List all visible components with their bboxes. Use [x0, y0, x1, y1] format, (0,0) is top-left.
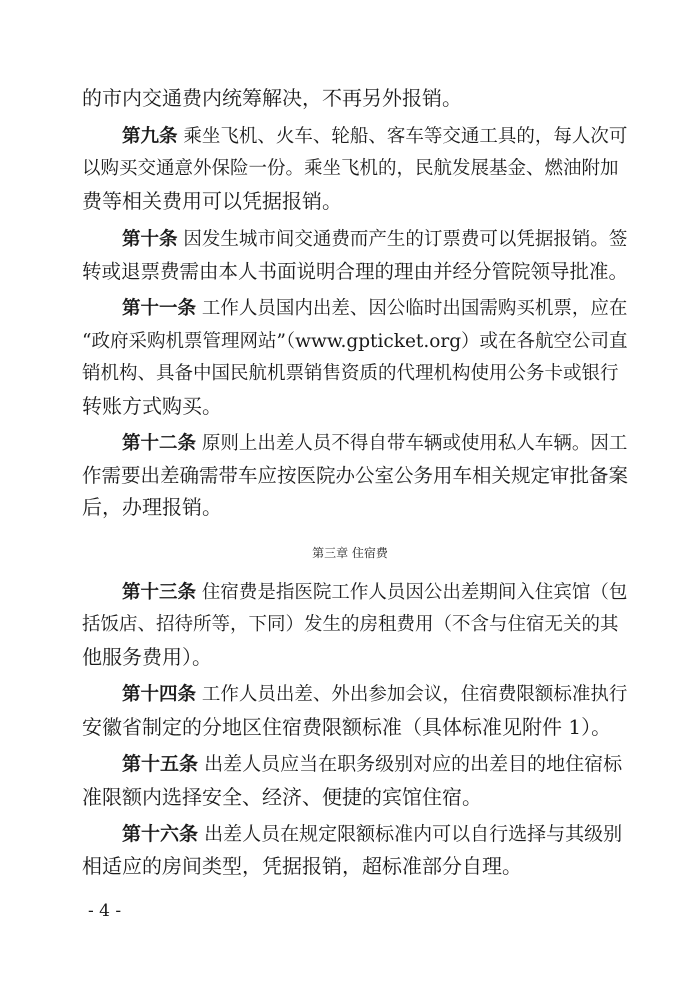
line-text: 因发生城市间交通费而产生的订票费可以凭据报销。签: [183, 229, 628, 250]
article-heading: 第十四条: [122, 684, 197, 705]
line-text: 销机构、具备中国民航机票销售资质的代理机构使用公务卡或银行: [82, 363, 619, 384]
article-9-line: [122, 125, 627, 149]
line-text: 后，办理报销。: [82, 495, 222, 519]
article-heading: 第九条: [122, 126, 178, 147]
article-11-line: [122, 297, 627, 321]
line-text: 相适应的房间类型，凭据报销，超标准部分自理。: [82, 854, 522, 878]
article-14-line: [122, 683, 627, 707]
line-text: 住宿费是指医院工作人员因公出差期间入住宾馆（包: [201, 582, 628, 603]
line-text: 乘坐飞机、火车、轮船、客车等交通工具的，每人次可: [183, 126, 628, 147]
line-text: 转或退票费需由本人书面说明合理的理由并经分管院领导批准。: [82, 260, 629, 283]
body-line: [82, 464, 628, 488]
body-line: [82, 715, 611, 739]
body-line: [82, 785, 482, 809]
article-16-line: [122, 822, 622, 846]
line-text: 他服务费用）。: [82, 645, 212, 669]
chapter-title-text: 第三章 住宿费: [312, 546, 388, 560]
line-text: 安徽省制定的分地区住宿费限额标准（具体标准见附件 1）。: [82, 715, 612, 739]
article-10-line: [122, 228, 627, 252]
line-text: “政府采购机票管理网站”（www.gpticket.org）或在各航空公司直: [82, 331, 628, 352]
body-line: [82, 495, 222, 519]
article-13-line: [122, 581, 627, 605]
body-line: [82, 645, 212, 669]
article-heading: 第十二条: [122, 433, 197, 454]
line-text: 括饭店、招待所等，下同）发生的房租费用（不含与住宿无关的其: [82, 614, 619, 635]
body-line: [82, 394, 222, 418]
line-text: 费等相关费用可以凭据报销。: [82, 189, 342, 213]
body-line: [82, 854, 522, 878]
line-text: 准限额内选择安全、经济、便捷的宾馆住宿。: [82, 785, 482, 809]
line-text: 原则上出差人员不得自带车辆或使用私人车辆。因工: [201, 433, 628, 454]
article-heading: 第十一条: [122, 298, 197, 319]
article-heading: 第十六条: [122, 823, 199, 845]
chapter-title: [0, 541, 700, 565]
body-line: [82, 260, 628, 284]
page-number: - 4 -: [88, 901, 122, 921]
line-text: 的市内交通费内统筹解决，不再另外报销。: [82, 86, 462, 110]
line-text: 出差人员在规定限额标准内可以自行选择与其级别: [204, 823, 623, 845]
line-text: 以购买交通意外保险一份。乘坐飞机的，民航发展基金、燃油附加: [82, 158, 619, 179]
article-heading: 第十五条: [122, 753, 199, 775]
article-12-line: [122, 432, 627, 456]
article-heading: 第十三条: [122, 582, 197, 603]
line-text: 工作人员国内出差、因公临时出国需购买机票，应在: [201, 298, 628, 319]
body-line: [82, 157, 619, 181]
line-text: 工作人员出差、外出参加会议，住宿费限额标准执行: [201, 684, 628, 705]
line-text: 作需要出差确需带车应按医院办公室公务用车相关规定审批备案: [82, 464, 629, 487]
body-line: [82, 613, 619, 637]
body-line: [82, 86, 462, 110]
body-line: [82, 330, 628, 354]
body-line: [82, 362, 619, 386]
line-text: 出差人员应当在职务级别对应的出差目的地住宿标: [204, 753, 623, 775]
article-heading: 第十条: [122, 229, 178, 250]
article-15-line: [122, 752, 622, 776]
line-text: 转账方式购买。: [82, 394, 222, 418]
body-line: [82, 189, 342, 213]
